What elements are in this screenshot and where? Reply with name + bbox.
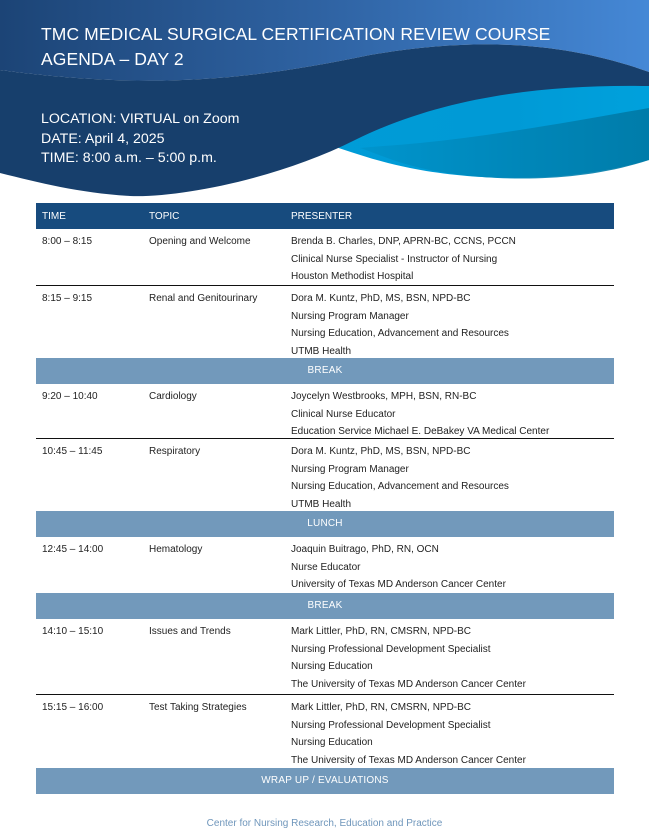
presenter-title: Clinical Nurse Educator: [291, 408, 396, 420]
agenda-table: [36, 203, 614, 794]
presenter-title: Nursing Professional Development Specialist: [291, 643, 491, 655]
header-banner: [0, 0, 649, 200]
session-topic: Test Taking Strategies: [149, 702, 247, 713]
presenter-org: University of Texas MD Anderson Cancer Center: [291, 579, 506, 590]
presenter-name: Joaquin Buitrago, PhD, RN, OCN: [291, 544, 439, 555]
presenter-name: Dora M. Kuntz, PhD, MS, BSN, NPD-BC: [291, 293, 471, 304]
session-presenter: [291, 623, 614, 691]
presenter-name: Dora M. Kuntz, PhD, MS, BSN, NPD-BC: [291, 446, 471, 457]
table-row: [36, 619, 614, 695]
column-header-topic: TOPIC: [149, 210, 180, 222]
break-band: BREAK: [36, 358, 614, 384]
lunch-band: LUNCH: [36, 511, 614, 537]
table-row: [36, 229, 614, 286]
session-presenter: [291, 233, 614, 282]
event-date: DATE: April 4, 2025: [41, 130, 165, 147]
presenter-department: Nursing Education, Advancement and Resources: [291, 481, 509, 492]
presenter-title: Clinical Nurse Specialist - Instructor of Nursing: [291, 253, 498, 265]
session-time: 14:10 – 15:10: [42, 626, 104, 637]
presenter-name: Mark Littler, PhD, RN, CMSRN, NPD-BC: [291, 702, 472, 713]
presenter-name: Brenda B. Charles, DNP, APRN-BC, CCNS, PCCN: [291, 236, 516, 247]
session-presenter: [291, 699, 614, 765]
wrap-up-band: WRAP UP / EVALUATIONS: [36, 768, 614, 794]
session-time: 9:20 – 10:40: [42, 391, 98, 402]
title-line-2: AGENDA – DAY 2: [41, 49, 184, 69]
session-time: 15:15 – 16:00: [42, 702, 104, 713]
event-time: TIME: 8:00 a.m. – 5:00 p.m.: [41, 150, 217, 166]
presenter-department: Nursing Education: [291, 661, 373, 672]
table-row: [36, 286, 614, 358]
presenter-title: Nursing Program Manager: [291, 463, 409, 475]
presenter-org: The University of Texas MD Anderson Cancer Center: [291, 754, 526, 766]
presenter-title: Nursing Program Manager: [291, 310, 409, 322]
session-time: 12:45 – 14:00: [42, 544, 104, 555]
presenter-name: Mark Littler, PhD, RN, CMSRN, NPD-BC: [291, 626, 472, 637]
column-header-presenter: PRESENTER: [291, 210, 353, 222]
column-header-time: TIME: [42, 210, 66, 222]
session-time: 8:15 – 9:15: [42, 293, 93, 304]
presenter-org: UTMB Health: [291, 345, 352, 357]
presenter-title: Nursing Professional Development Specialist: [291, 719, 491, 731]
presenter-name: Joycelyn Westbrooks, MPH, BSN, RN-BC: [291, 391, 477, 402]
session-presenter: [291, 290, 614, 355]
session-presenter: [291, 388, 614, 435]
session-presenter: [291, 541, 614, 590]
table-row: [36, 384, 614, 439]
break-band: BREAK: [36, 593, 614, 619]
presenter-org: UTMB Health: [291, 498, 352, 510]
event-details: [41, 110, 239, 169]
session-topic: Hematology: [149, 544, 203, 555]
session-time: 10:45 – 11:45: [42, 446, 103, 457]
session-topic: Respiratory: [149, 446, 201, 457]
title-line-1: TMC MEDICAL SURGICAL CERTIFICATION REVIEW COURSE: [41, 24, 551, 44]
session-topic: Opening and Welcome: [149, 236, 251, 247]
page-title: [41, 22, 550, 72]
presenter-org: Houston Methodist Hospital: [291, 271, 414, 282]
session-topic: Issues and Trends: [149, 626, 231, 637]
session-topic: Cardiology: [149, 391, 197, 402]
presenter-org: The University of Texas MD Anderson Cancer Center: [291, 678, 526, 690]
table-row: [36, 439, 614, 511]
footer-text: Center for Nursing Research, Education and Practice: [206, 818, 443, 829]
table-row: [36, 695, 614, 768]
session-time: 8:00 – 8:15: [42, 236, 93, 247]
event-location: LOCATION: VIRTUAL on Zoom: [41, 111, 240, 127]
agenda-table-header: [36, 203, 614, 229]
session-topic: Renal and Genitourinary: [149, 293, 258, 304]
presenter-department: Nursing Education, Advancement and Resources: [291, 328, 509, 339]
presenter-org: Education Service Michael E. DeBakey VA Medical Center: [291, 426, 550, 437]
session-presenter: [291, 443, 614, 508]
presenter-title: Nurse Educator: [291, 561, 361, 573]
table-row: [36, 537, 614, 593]
presenter-department: Nursing Education: [291, 737, 373, 748]
